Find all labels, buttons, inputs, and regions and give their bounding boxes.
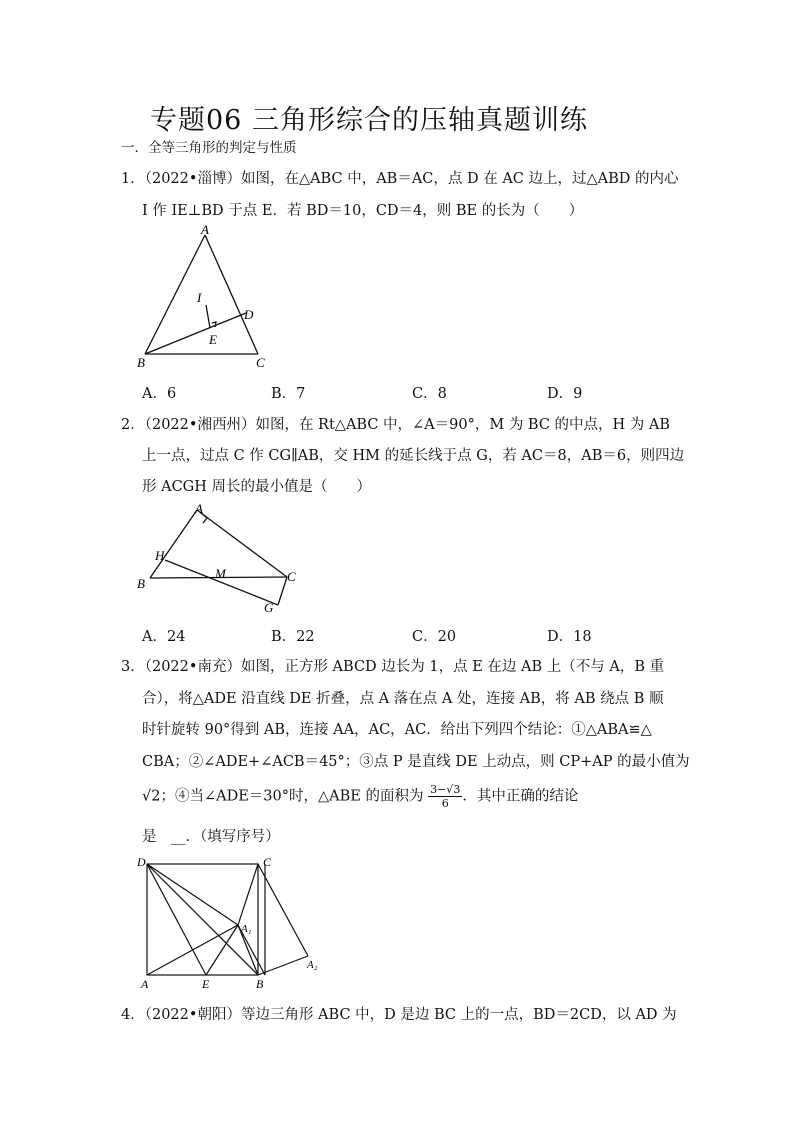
- q1-label-b: B: [137, 355, 145, 370]
- q1-option-d: D．9: [547, 386, 583, 402]
- q1-label-d: D: [244, 307, 254, 322]
- q1-option-a: A．6: [142, 386, 177, 402]
- q2-line-2: 上一点，过点 C 作 CG∥AB，交 HM 的延长线于点 G，若 AC＝8，AB＝6，则四边: [142, 448, 685, 464]
- q3-label-d: D: [137, 855, 146, 869]
- q3-fraction: $\frac{3-√3}{6}$: [430, 783, 461, 810]
- q2-label-h: H: [155, 548, 165, 563]
- q2-option-a: A．24: [142, 629, 186, 645]
- q4-number: 4．: [121, 1007, 145, 1023]
- q2-option-d: D．18: [547, 629, 592, 645]
- q3-number: 3．: [121, 659, 145, 675]
- q3-line-1: 3．（2022•南充）如图，正方形 ABCD 边长为 1，点 E 在边 AB 上（不与 A，B 重: [121, 659, 665, 675]
- q3-label-b: B: [256, 977, 264, 991]
- q1-label-a: A: [201, 222, 209, 237]
- q1-line-1: 1．（2022•淄博）如图，在△ABC 中，AB＝AC，点 D 在 AC 边上，过△ABD 的内心: [121, 171, 679, 187]
- q2-figure: [135, 500, 305, 618]
- section-heading: 一．全等三角形的判定与性质: [121, 140, 297, 156]
- q1-figure: [135, 222, 275, 372]
- q2-label-b: B: [137, 576, 145, 591]
- q1-label-e: E: [209, 332, 217, 347]
- q1-label-c: C: [256, 355, 265, 370]
- q2-option-b: B．22: [271, 629, 315, 645]
- q1-line-2: I 作 IE⊥BD 于点 E．若 BD＝10，CD＝4，则 BE 的长为（ ）: [142, 203, 584, 219]
- q4-line-1: 4．（2022•朝阳）等边三角形 ABC 中，D 是边 BC 上的一点，BD＝2CD，以 AD 为: [121, 1007, 677, 1023]
- q3-line-6: 是 __．（填写序号）: [142, 829, 280, 845]
- q3-label-c: C: [263, 855, 272, 869]
- q1-label-i: I: [197, 290, 202, 305]
- q3-figure: [135, 852, 325, 994]
- q2-number: 2．: [121, 417, 145, 433]
- q3-label-a1: A₁: [241, 923, 252, 935]
- q3-label-e: E: [202, 977, 210, 991]
- q2-line-1: 2．（2022•湘西州）如图，在 Rt△ABC 中，∠A＝90°，M 为 BC 的中点，H 为 AB: [121, 417, 671, 433]
- q2-line-3: 形 ACGH 周长的最小值是（ ）: [142, 479, 372, 495]
- q1-option-b: B．7: [271, 386, 306, 402]
- q2-label-c: C: [287, 569, 296, 584]
- q3-line-3: 时针旋转 90°得到 AB，连接 AA，AC，AC．给出下列四个结论：①△ABA≌△: [142, 722, 652, 738]
- q3-line-5: √2；④当∠ADE＝30°时，△ABE 的面积为 $\frac{3-√3}{6}$ ．其中正确的结论: [142, 783, 579, 810]
- q1-number: 1．: [121, 171, 145, 187]
- q2-option-c: C．20: [412, 629, 457, 645]
- q2-label-g: G: [264, 600, 274, 615]
- page-title: 专题06 三角形综合的压轴真题训练: [150, 105, 588, 136]
- q2-label-m: M: [215, 566, 226, 581]
- q3-line-2: 合），将△ADE 沿直线 DE 折叠，点 A 落在点 A 处，连接 AB，将 AB 绕点 B 顺: [142, 691, 664, 707]
- q2-label-a: A: [195, 501, 203, 516]
- q3-line-4: CBA；②∠ADE+∠ACB＝45°；③点 P 是直线 DE 上动点，则 CP+AP 的最小值为: [142, 754, 690, 770]
- q3-sqrt2: √2: [142, 788, 161, 805]
- q1-option-c: C．8: [412, 386, 447, 402]
- q3-label-a: A: [141, 977, 149, 991]
- q3-label-a2: A₂: [307, 959, 318, 971]
